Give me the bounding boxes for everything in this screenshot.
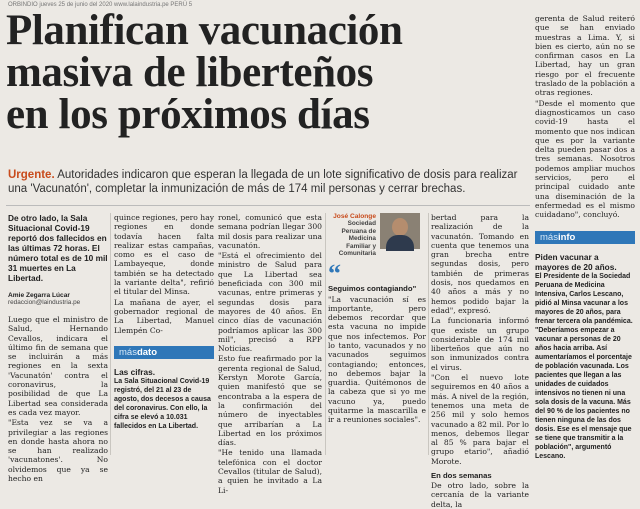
byline-email: redaccion@laindustria.pe [8,299,81,306]
paragraph: "Está el ofrecimiento del ministro de Salud para que La Libertad sea beneficiada con 300 mil vacunas, entre primeras y segundas dosis para mayores de 40 años. En cinco días de vacunación podríamos aplicar las 300 mil", precisó a RPP Noticias. [218,251,322,354]
byline-author: Amie Zegarra Lúcar [8,292,70,299]
headline-line-1: Planifican vacunación [6,7,403,54]
column-divider [110,213,111,455]
lede-text: Autoridades indicaron que esperan la llegada de un lote significativo de dosis para realizar una 'Vacunatón', completar la inmunización de más de 174 mil personas y cerrar brechas. [8,169,518,195]
paragraph: "Desde el momento que diagnosticamos un caso covid-19 hasta el momento que nos indican que es por la variante delta pueden pasar dos a tres semanas. Nosotros podemos ampliar muchos servicios, pero el principal cuidado ante una diseminación de la enfermedad es el mismo cuidadano", concluyó. [535,98,635,220]
column-divider [325,213,326,455]
paragraph: Esto fue reafirmado por la gerenta regional de Salud, Kerstyn Morote García, quien manifestó que se encontraba a la espera de la confirmación del número de inyectables que arribarían a La Libertad en los próximos días. [218,354,322,448]
sidebox-title: Piden vacunar a mayores de 20 años. [535,251,617,272]
mas-dato-tag: másdato [114,346,214,359]
mas-info-tag: másinfo [535,231,635,244]
paragraph: "Con el nuevo lote seguiremos en 40 años a más. A nivel de la región, tenemos una meta de 256 mil y solo hemos vacunado a 82 mil. Por lo menos, debemos llegar al 85 % para bajar el grupo etario", añadió Morote. [431,373,529,466]
paragraph: bertad para la realización de la vacunatón. Tomando en cuenta que tenemos una gran brecha entre segundas dosis, pero también de primeras dosis, nos quedamos en 40 años a más y no hemos podido bajar la edad", expresó. [431,213,529,315]
headline-line-2: masiva de liberteños [6,49,374,96]
top-strip: ORBINDIO jueves 25 de junio del 2020 www.lalaindustria.pe PERÚ 5 [8,2,193,8]
paragraph: Luego que el ministro de Salud, Hernando Cevallos, indicara el último fin de semana que se incluirán a más regiones en la sexta 'Vacunatón' contra el coronavirus, la posibilidad de que La Libertad sea considerada es cada vez mayor. [8,315,108,417]
column-5 [431,213,529,509]
paragraph: "He tenido una llamada telefónica con el doctor Cevallos (titular de Salud), a quien he invitado a La Li- [218,448,322,495]
quote-mark-icon: “ [328,258,341,288]
column-divider [428,213,429,455]
headline-line-3: en los próximos días [6,91,370,138]
lede-keyword: Urgente. [8,169,55,181]
paragraph: gerenta de Salud reiteró que se han enviado muestras a Lima. Y, si bien es cierto, aún no se confirman casos en La Libertad, hay un gran riesgo por el frecuente traslado de la población a otras regiones. [535,14,635,98]
column-1 [8,213,108,484]
quote-body: "La vacunación sí es importante, pero debemos recordar que esta vacuna no impide que nos infectemos. Por lo tanto, vacunados y no vacunados seguimos contagiando; entonces, no debemos bajar la guardia. Quitémonos de la cabeza que si yo me vacuno ya, puedo quitarme la mascarilla e ir a reuniones sociales". [328,294,426,425]
portrait-photo [380,213,420,249]
lede [8,168,532,196]
sidebox-body: La Sala Situacional Covid-19 registró, del 21 al 23 de agosto, dos decesos a causa del coronavirus. Con ello, la cifra se elevó a 10.031 fallecidos en La Libertad. [114,377,211,430]
column-6 [535,14,635,460]
photo-role: Sociedad Peruana de Medicina Familiar y Comunitaria [338,220,376,257]
headline [6,7,532,138]
sidebox-title: Las cifras. [114,366,156,377]
paragraph: La mañana de ayer, el gobernador regional de La Libertad, Manuel Llempén Co- [114,297,214,335]
divider [6,205,530,206]
column-2 [114,213,214,455]
sidebox-body: El Presidente de la Sociedad Peruana de Medicina Intensiva, Carlos Lescano, pidió al Minsa vacunar a los mayores de 20 años, para frenar tercera ola pandémica. "Deberíamos empezar a vacunar a personas de 20 años hacia arriba. Así aumentaríamos el porcentaje de población vacunada. Los pacientes que llegan a las unidades de cuidados intensivos no tienen ni una sola dosis de la vacuna. Más del 90 % de los pacientes no tienen ninguna de las dos dosis. Ese es el mensaje que se tiene que transmitir a la población", argumentó Lescano. [535,272,633,460]
column-4 [328,213,426,455]
paragraph: La funcionaria informó que existe un grupo considerable de 174 mil liberteños que aún no son inmunizados contra el virus. [431,316,529,372]
paragraph: De otro lado, sobre la cercanía de la variante delta, la [431,481,529,509]
paragraph: ronel, comunicó que esta semana podrían llegar 300 mil dosis para realizar una vacunatón. [218,213,322,250]
paragraph: "Esta vez se va a privilegiar a las regiones en donde hasta ahora no se han realizado 'vacunatones'. No olvidemos que ya se hecho en [8,418,108,484]
quote-title: Seguimos contagiando" [328,283,417,293]
column-3 [218,213,322,495]
paragraph: quince regiones, pero hay regiones en donde todavía hacen falta realizar estas campañas, como es el caso de Lambayeque, donde también se ha detectado la variante delta", refirió el titular del Minsa. [114,213,215,297]
photo-name: José Calonge [333,213,376,220]
lead-in: De otro lado, la Sala Situacional Covid-19 reportó dos fallecidos en las últimas 72 horas. El número total es de 10 mil 31 muertes en La Libertad. [8,213,108,283]
subhead: En dos semanas [431,471,492,481]
